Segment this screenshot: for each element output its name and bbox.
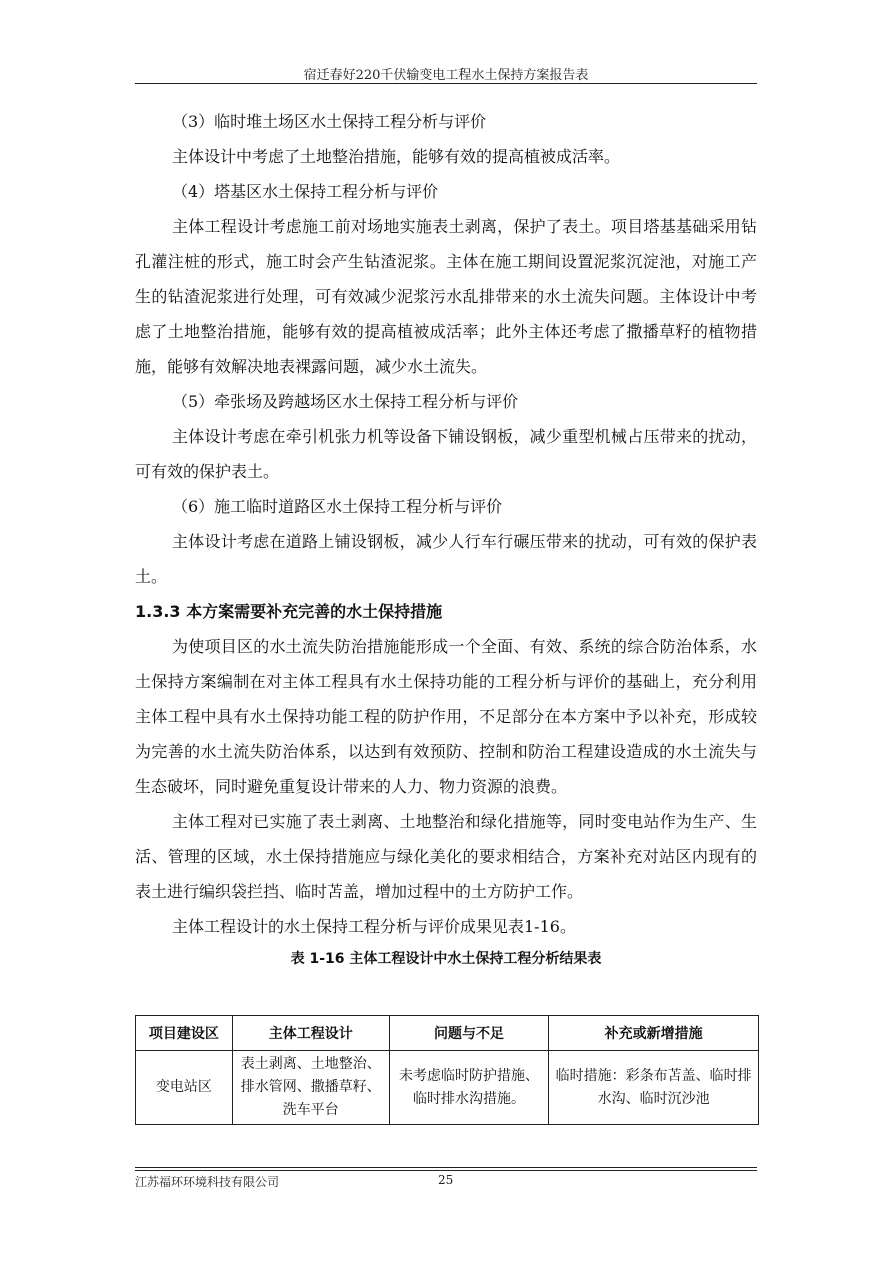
paragraph-supplement-purpose: 为使项目区的水土流失防治措施能形成一个全面、有效、系统的综合防治体系，水土保持方案编制在对主体工程具有水土保持功能的工程分析与评价的基础上，充分利用主体工程中具有水土保持功能工程的防护作用，不足部分在本方案中予以补充，形成较为完善的水土流失防治体系，以达到有效预防、控制和防治工程建设造成的水土流失与生态破坏，同时避免重复设计带来的人力、物力资源的浪费。	[135, 637, 757, 796]
subheading-tower-base-area: （4）塔基区水土保持工程分析与评价	[172, 182, 439, 201]
paragraph-temp-soil-area: 主体设计中考虑了土地整治措施，能够有效的提高植被成活率。	[172, 147, 621, 166]
footer-rule	[135, 1167, 757, 1168]
footer-rule	[135, 1170, 757, 1171]
table-cell: 临时措施：彩条布苫盖、临时排水沟、临时沉沙池	[549, 1051, 759, 1125]
table-row	[136, 1051, 759, 1125]
table-header-cell: 补充或新增措施	[549, 1016, 759, 1051]
running-header: 宿迁春好220千伏输变电工程水土保持方案报告表	[303, 68, 589, 83]
table-caption: 表 1-16 主体工程设计中水土保持工程分析结果表	[290, 951, 602, 967]
page-number: 25	[438, 1173, 454, 1187]
table-cell: 表土剥离、土地整治、排水管网、撒播草籽、洗车平台	[232, 1051, 389, 1125]
paragraph-tower-base-area: 主体工程设计考虑施工前对场地实施表土剥离，保护了表土。项目塔基基础采用钻孔灌注桩的形式，施工时会产生钻渣泥浆。主体在施工期间设置泥浆沉淀池，对施工产生的钻渣泥浆进行处理，可有效减少泥浆污水乱排带来的水土流失问题。主体设计中考虑了土地整治措施，能够有效的提高植被成活率；此外主体还考虑了撒播草籽的植物措施，能够有效解决地表裸露问题，减少水土流失。	[135, 217, 757, 376]
paragraph-tension-site-area: 主体设计考虑在牵引机张力机等设备下铺设钢板，减少重型机械占压带来的扰动，可有效的保护表土。	[135, 427, 757, 481]
paragraph-table-reference: 主体工程设计的水土保持工程分析与评价成果见表1-16。	[172, 917, 576, 936]
table-cell: 未考虑临时防护措施、临时排水沟措施。	[389, 1051, 549, 1125]
page-content	[135, 104, 757, 970]
table-header-cell: 项目建设区	[136, 1016, 233, 1051]
paragraph-supplement-measures: 主体工程对已实施了表土剥离、土地整治和绿化措施等，同时变电站作为生产、生活、管理的区域，水土保持措施应与绿化美化的要求相结合，方案补充对站区内现有的表土进行编织袋拦挡、临时苫盖，增加过程中的土方防护工作。	[135, 812, 757, 901]
table-header-cell: 问题与不足	[389, 1016, 549, 1051]
paragraph-temp-road-area: 主体设计考虑在道路上铺设钢板，减少人行车行碾压带来的扰动，可有效的保护表土。	[135, 532, 757, 586]
analysis-table	[135, 1015, 759, 1125]
header-rule	[135, 83, 757, 84]
table-header-cell: 主体工程设计	[232, 1016, 389, 1051]
subheading-temp-soil-area: （3）临时堆土场区水土保持工程分析与评价	[172, 112, 487, 131]
table-cell: 变电站区	[136, 1051, 233, 1125]
section-title: 1.3.3 本方案需要补充完善的水土保持措施	[135, 602, 443, 621]
footer-company: 江苏福环环境科技有限公司	[135, 1175, 280, 1189]
table-header-row	[136, 1016, 759, 1051]
subheading-tension-site-area: （5）牵张场及跨越场区水土保持工程分析与评价	[172, 392, 519, 411]
subheading-temp-road-area: （6）施工临时道路区水土保持工程分析与评价	[172, 497, 503, 516]
